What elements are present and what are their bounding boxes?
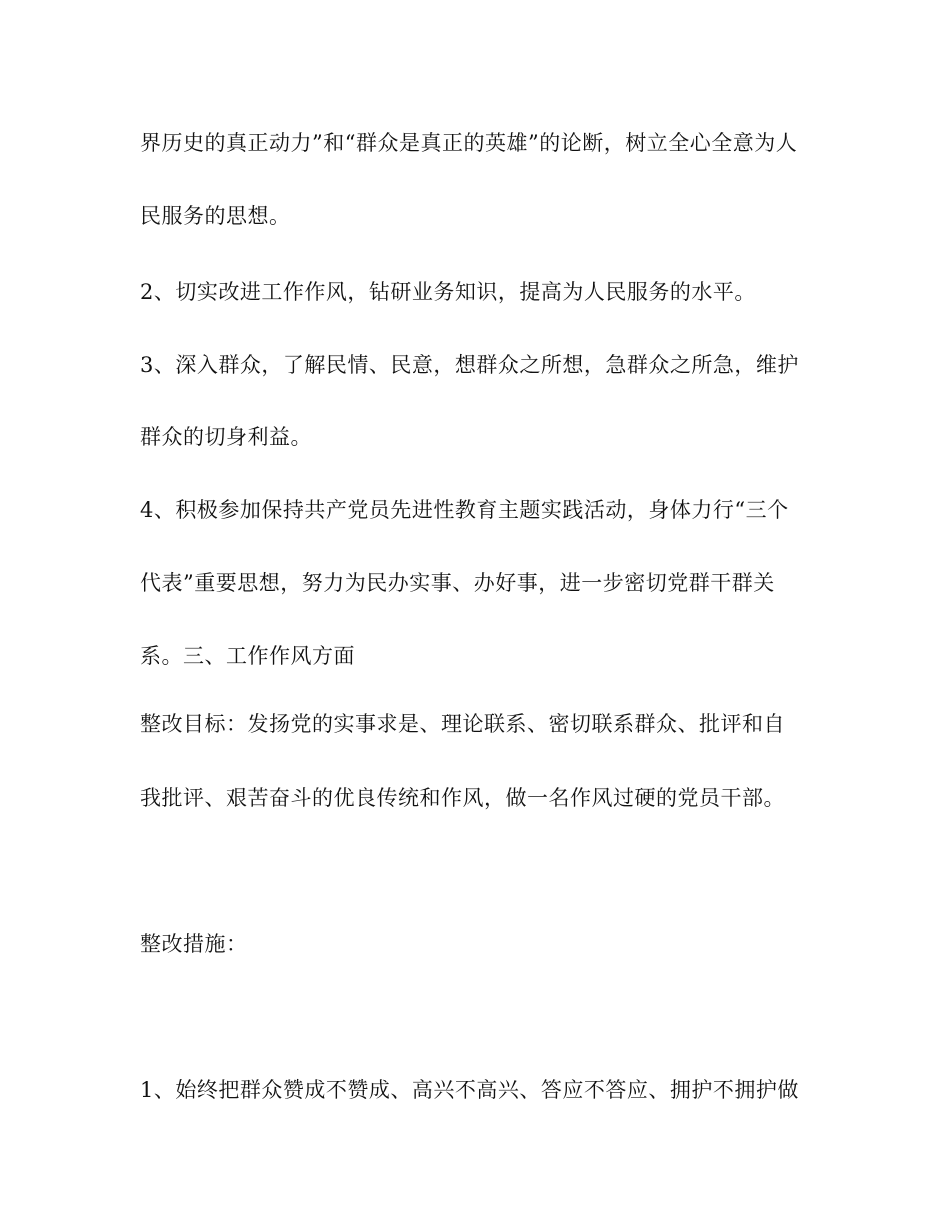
text-line: 群众的切身利益。 [140,425,312,449]
text-line: 4、积极参加保持共产党员先进性教育主题实践活动，身体力行“三个 [140,498,789,522]
text-line: 代表”重要思想，努力为民办实事、办好事，进一步密切党群干群关 [140,571,775,595]
text-line: 2、切实改进工作作风，钻研业务知识，提高为人民服务的水平。 [140,280,756,304]
text-line: 3、深入群众，了解民情、民意，想群众之所想，急群众之所急，维护 [140,353,799,377]
text-line: 系。三、工作作风方面 [140,644,355,668]
text-line: 1、始终把群众赞成不赞成、高兴不高兴、答应不答应、拥护不拥护做 [140,1078,799,1102]
section-label: 整改措施： [140,932,248,956]
text-line: 我批评、艰苦奋斗的优良传统和作风，做一名作风过硬的党员干部。 [140,786,785,810]
text-line: 整改目标：发扬党的实事求是、理论联系、密切联系群众、批评和自 [140,712,785,736]
text-line: 民服务的思想。 [140,204,291,228]
text-line: 界历史的真正动力”和“群众是真正的英雄”的论断，树立全心全意为人 [140,131,798,155]
